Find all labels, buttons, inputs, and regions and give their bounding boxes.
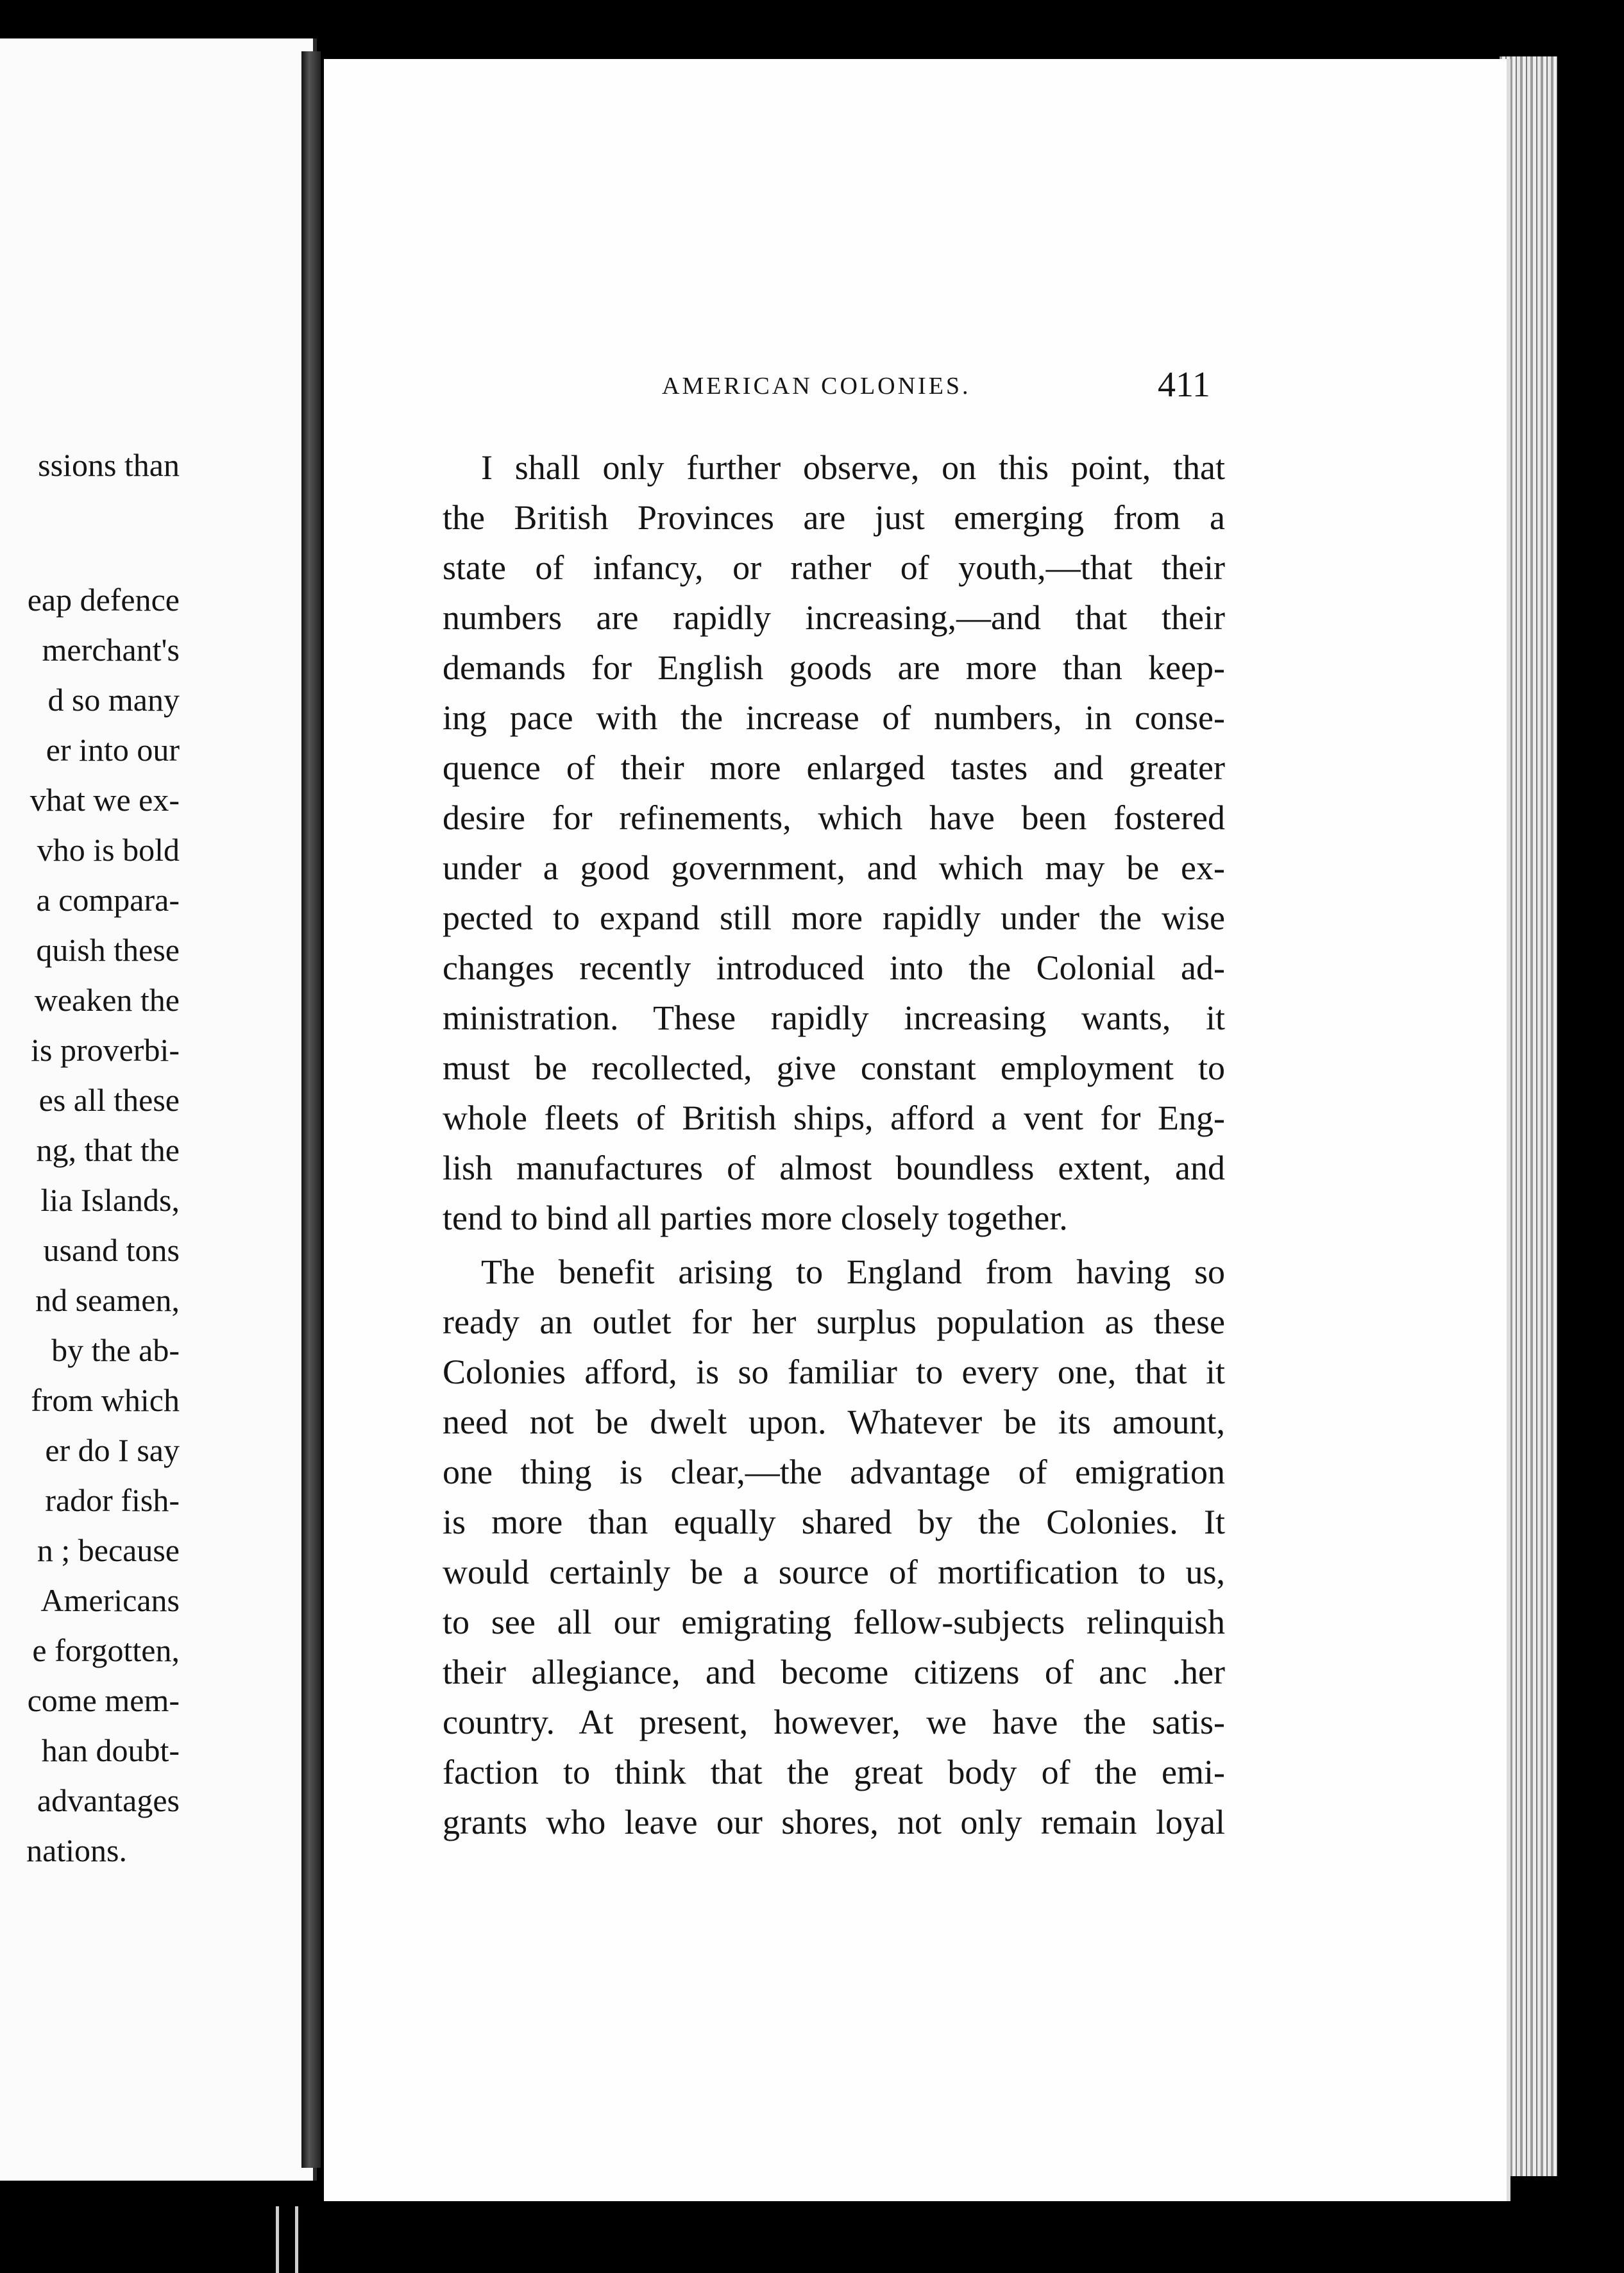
facing-page-line: eap defence: [27, 582, 180, 618]
facing-page-line: lia Islands,: [40, 1182, 180, 1218]
facing-page-line: ssions than: [38, 447, 180, 483]
facing-page-line: weaken the: [34, 982, 180, 1018]
paragraph-line: ministration. These rapidly increasing wants, it: [443, 999, 1225, 1037]
paragraph-line: grants who leave our shores, not only remain loyal: [443, 1803, 1225, 1841]
paragraph-line: must be recollected, give constant employment to: [443, 1049, 1225, 1087]
paragraph-line: tend to bind all parties more closely together.: [443, 1199, 1068, 1237]
paragraph-line: under a good government, and which may be ex-: [443, 849, 1225, 887]
paragraph-line: demands for English goods are more than keep-: [443, 648, 1225, 687]
paragraph-line: I shall only further observe, on this point, that: [481, 448, 1225, 487]
facing-page-line: vhat we ex-: [30, 782, 180, 818]
facing-page-line: merchant's: [42, 632, 180, 668]
paragraph-line: to see all our emigrating fellow-subjects relinquish: [443, 1603, 1225, 1641]
facing-page-line: n ; because: [37, 1532, 180, 1568]
paragraph-line: one thing is clear,—the advantage of emigration: [443, 1453, 1225, 1491]
paragraph-line: desire for refinements, which have been fostered: [443, 799, 1225, 837]
facing-page-line: rador fish-: [45, 1482, 180, 1518]
book-gutter: [301, 51, 321, 2168]
paragraph-line: is more than equally shared by the Colonies. It: [443, 1503, 1225, 1541]
paragraph-line: whole fleets of British ships, afford a vent for Eng-: [443, 1099, 1225, 1137]
page-number: 411: [1158, 365, 1210, 405]
paragraph-line: the British Provinces are just emerging from a: [443, 498, 1225, 537]
binding-mark: [276, 2206, 279, 2273]
facing-page-line: han doubt-: [41, 1732, 180, 1768]
facing-page-line: usand tons: [43, 1232, 180, 1268]
paragraph-line: numbers are rapidly increasing,—and that their: [443, 598, 1225, 637]
facing-page-line: by the ab-: [51, 1332, 180, 1368]
scan-border: [0, 2206, 1624, 2273]
facing-page-line: er do I say: [45, 1432, 180, 1468]
facing-page-line: ng, that the: [36, 1132, 180, 1168]
paragraph-line: changes recently introduced into the Colonial ad-: [443, 949, 1225, 987]
facing-page-line: advantages: [37, 1782, 180, 1818]
facing-page-line: come mem-: [27, 1682, 180, 1718]
facing-page-line: vho is bold: [37, 832, 180, 868]
facing-page-line: from which: [31, 1382, 180, 1418]
paragraph-line: would certainly be a source of mortification to us,: [443, 1553, 1225, 1591]
paragraph-line: state of infancy, or rather of youth,—that their: [443, 548, 1225, 587]
facing-page-line: is proverbi-: [31, 1032, 180, 1068]
facing-page-line: nd seamen,: [35, 1282, 180, 1318]
facing-page-line: quish these: [36, 932, 180, 968]
paragraph-line: country. At present, however, we have the satis-: [443, 1703, 1225, 1741]
facing-page-line: e forgotten,: [32, 1632, 180, 1668]
paragraph-line: ready an outlet for her surplus population as these: [443, 1303, 1225, 1341]
paragraph-line: ing pace with the increase of numbers, in conse-: [443, 698, 1225, 737]
facing-page-line: a compara-: [36, 882, 180, 918]
paragraph-line: The benefit arising to England from having so: [481, 1253, 1225, 1291]
facing-page-line: es all these: [38, 1082, 180, 1118]
paragraph-line: lish manufactures of almost boundless extent, and: [443, 1149, 1225, 1187]
paragraph-line: quence of their more enlarged tastes and greater: [443, 748, 1225, 787]
facing-page-line: Americans: [40, 1582, 180, 1618]
paragraph-line: their allegiance, and become citizens of anc .her: [443, 1653, 1225, 1691]
facing-page-line: er into our: [46, 732, 180, 768]
facing-page-line: nations.: [26, 1832, 127, 1868]
running-head: AMERICAN COLONIES.: [662, 373, 971, 400]
paragraph-line: pected to expand still more rapidly under the wise: [443, 899, 1225, 937]
paragraph-line: Colonies afford, is so familiar to every one, that it: [443, 1353, 1225, 1391]
facing-page-line: d so many: [47, 682, 180, 718]
facing-page: [0, 38, 317, 2181]
binding-mark: [295, 2206, 298, 2273]
paragraph-line: need not be dwelt upon. Whatever be its amount,: [443, 1403, 1225, 1441]
paragraph-line: faction to think that the great body of the emi-: [443, 1753, 1225, 1791]
